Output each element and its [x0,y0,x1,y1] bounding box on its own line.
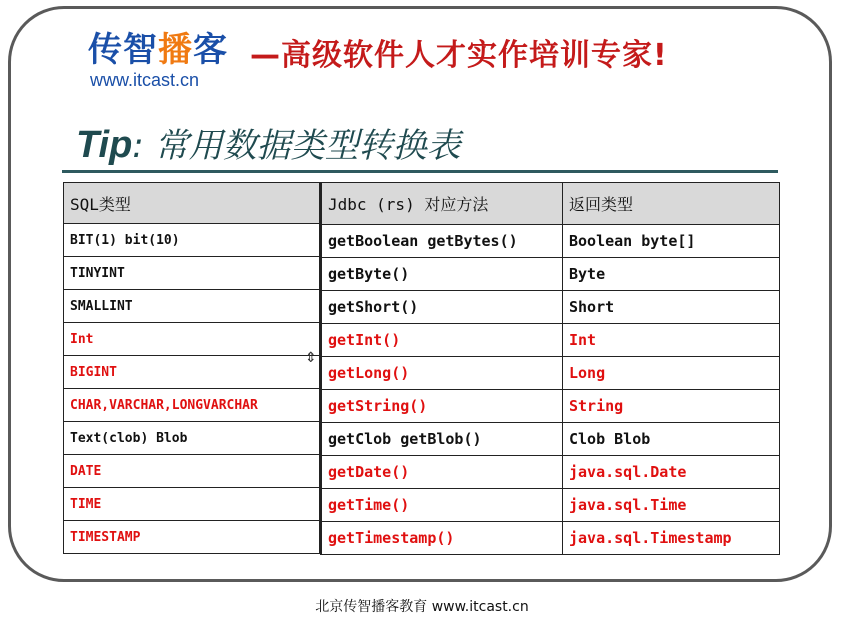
jdbc-method-table [320,182,780,555]
cell-jdbc-method: getClob getBlob() [321,423,563,456]
cell-return-type: Boolean byte[] [563,225,780,258]
footer: 北京传智播客教育 www.itcast.cn [315,599,529,615]
table-row [64,257,320,290]
table-row [321,291,780,324]
cell-jdbc-method: getString() [321,390,563,423]
slogan: —高级软件人才实作培训专家! [250,38,668,73]
cell-jdbc-method: getByte() [321,258,563,291]
logo-brand-c: 客 [193,30,228,70]
table-row [321,489,780,522]
table-header-row [321,183,780,225]
cell-return-type: Clob Blob [563,423,780,456]
logo-brand-a: 传智 [88,30,158,70]
title-tip: Tip [76,124,133,166]
table-row [321,522,780,555]
cell-return-type: java.sql.Timestamp [563,522,780,555]
header-return-type: 返回类型 [563,183,780,225]
table-row [321,225,780,258]
cell-sql-type: TIME [64,488,320,521]
cell-return-type: String [563,390,780,423]
table-row [64,455,320,488]
logo-url: www.itcast.cn [90,70,200,90]
table-row [64,521,320,554]
cell-sql-type: TIMESTAMP [64,521,320,554]
table-row [64,224,320,257]
slide-title [76,118,461,167]
title-text: 常用数据类型转换表 [154,126,461,166]
header-sql-type: SQL类型 [64,183,320,224]
cell-sql-type: DATE [64,455,320,488]
cell-sql-type: BIT(1) bit(10) [64,224,320,257]
cell-return-type: java.sql.Time [563,489,780,522]
cell-sql-type: BIGINT [64,356,320,389]
cell-jdbc-method: getTime() [321,489,563,522]
cell-jdbc-method: getBoolean getBytes() [321,225,563,258]
table-row [321,357,780,390]
cell-jdbc-method: getLong() [321,357,563,390]
sql-type-table [63,182,320,554]
cell-sql-type: CHAR,VARCHAR,LONGVARCHAR [64,389,320,422]
cell-jdbc-method: getDate() [321,456,563,489]
table-row [64,356,320,389]
itcast-logo [88,22,228,71]
row-resize-cursor-icon: ⇕ [305,350,317,366]
table-row [321,456,780,489]
cell-return-type: Int [563,324,780,357]
cell-jdbc-method: getShort() [321,291,563,324]
table-row [321,324,780,357]
title-separator: : [132,126,144,166]
cell-return-type: Short [563,291,780,324]
table-row [64,488,320,521]
cell-return-type: java.sql.Date [563,456,780,489]
table-row [64,422,320,455]
table-row [321,258,780,291]
title-underline [62,170,778,173]
table-header-row [64,183,320,224]
header-jdbc-method: Jdbc (rs) 对应方法 [321,183,563,225]
cell-return-type: Long [563,357,780,390]
cell-sql-type: Text(clob) Blob [64,422,320,455]
cell-return-type: Byte [563,258,780,291]
table-row [64,389,320,422]
cell-jdbc-method: getInt() [321,324,563,357]
table-row [64,323,320,356]
table-row [64,290,320,323]
table-row [321,423,780,456]
cell-sql-type: SMALLINT [64,290,320,323]
logo-brand-b: 播 [158,30,193,70]
cell-sql-type: TINYINT [64,257,320,290]
table-row [321,390,780,423]
cell-sql-type: Int [64,323,320,356]
cell-jdbc-method: getTimestamp() [321,522,563,555]
